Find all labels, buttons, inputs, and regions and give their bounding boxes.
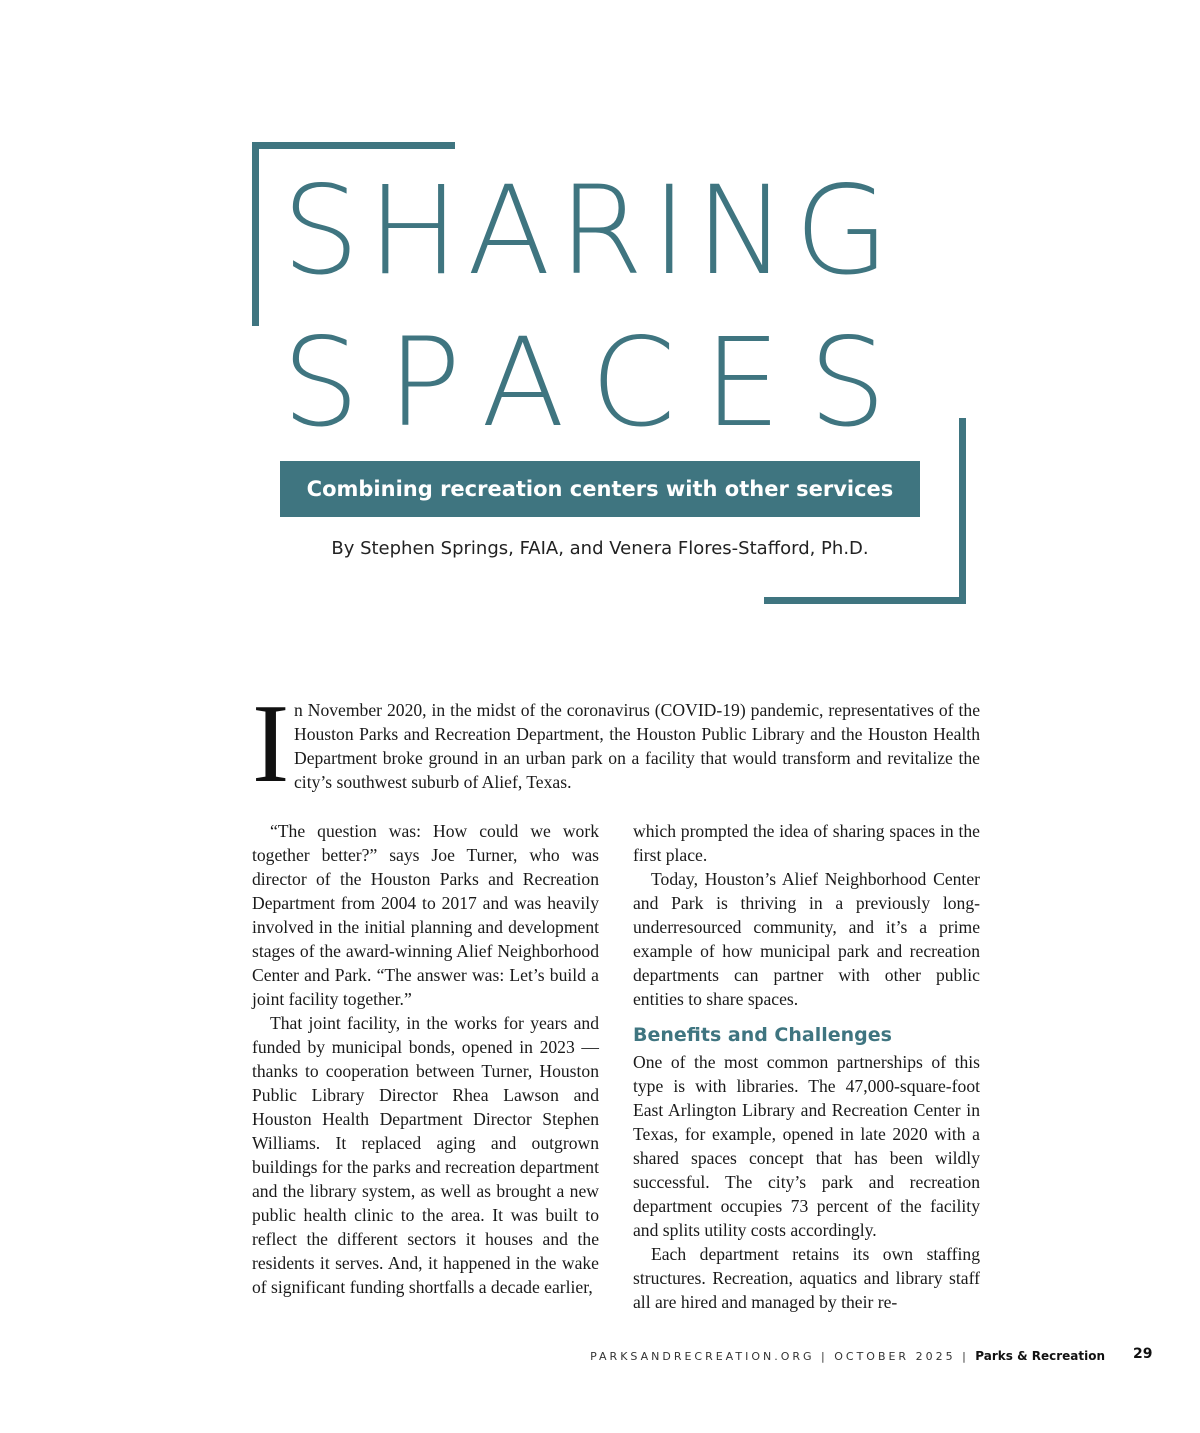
title-bracket-top-left-vertical — [252, 142, 259, 326]
body-column-right — [633, 819, 980, 1314]
article-title-line-1: SHARING — [282, 160, 898, 302]
drop-cap: I — [252, 682, 290, 806]
body-paragraph: which prompted the idea of sharing spaces in the first place. — [633, 821, 980, 865]
byline: By Stephen Springs, FAIA, and Venera Flores-Stafford, Ph.D. — [331, 538, 869, 559]
body-column-left — [252, 819, 599, 1299]
body-paragraph: Today, Houston’s Alief Neighborhood Center and Park is thriving in a previously long-underresourced community, and it’s a prime example of how municipal park and recreation departments can partner with other public entities to share spaces. — [633, 869, 980, 1009]
body-paragraph: That joint facility, in the works for years and funded by municipal bonds, opened in 2023 — thanks to cooperation between Turner, Houston Public Library Director Rhea Lawson and Houston Health Department Director Stephen Williams. It replaced aging and outgrown buildings for the parks and recreation department and the library system, as well as brought a new public health clinic to the area. It was built to reflect the different sectors it houses and the residents it serves. And, it happened in the wake of significant funding shortfalls a decade earlier, — [252, 1013, 599, 1297]
intro-text: n November 2020, in the midst of the coronavirus (COVID-19) pandemic, representatives of the Houston Parks and Recreation Department, the Houston Public Library and the Houston Health Department broke ground in an urban park on a facility that would transform and revitalize the city’s southwest suburb of Alief, Texas. — [294, 700, 980, 792]
footer-credit — [590, 1349, 1105, 1363]
footer-site-date: PARKSANDRECREATION.ORG | OCTOBER 2025 | — [590, 1350, 969, 1363]
section-heading: Benefits and Challenges — [633, 1024, 892, 1046]
title-bracket-bottom-right-vertical — [959, 418, 966, 604]
article-title-line-2: SPACES — [282, 312, 915, 454]
body-paragraph: Each department retains its own staffing structures. Recreation, aquatics and library staff all are hired and managed by their re- — [633, 1244, 980, 1312]
intro-paragraph — [252, 682, 980, 806]
title-bracket-top-left-horizontal — [252, 142, 455, 149]
body-paragraph: One of the most common partnerships of this type is with libraries. The 47,000-square-foot East Arlington Library and Recreation Center in Texas, for example, opened in late 2020 with a shared spaces concept that has been wildly successful. The city’s park and recreation department occupies 73 percent of the facility and splits utility costs accordingly. — [633, 1052, 980, 1240]
title-bracket-bottom-right-horizontal — [764, 597, 966, 604]
subtitle-text: Combining recreation centers with other services — [306, 477, 894, 501]
footer-magazine-name: Parks & Recreation — [975, 1349, 1105, 1363]
body-paragraph: “The question was: How could we work together better?” says Joe Turner, who was director of the Houston Parks and Recreation Department from 2004 to 2017 and was heavily involved in the initial planning and development stages of the award-winning Alief Neighborhood Center and Park. “The answer was: Let’s build a joint facility together.” — [252, 821, 599, 1009]
page-number: 29 — [1133, 1346, 1153, 1362]
subtitle-banner — [280, 461, 920, 517]
